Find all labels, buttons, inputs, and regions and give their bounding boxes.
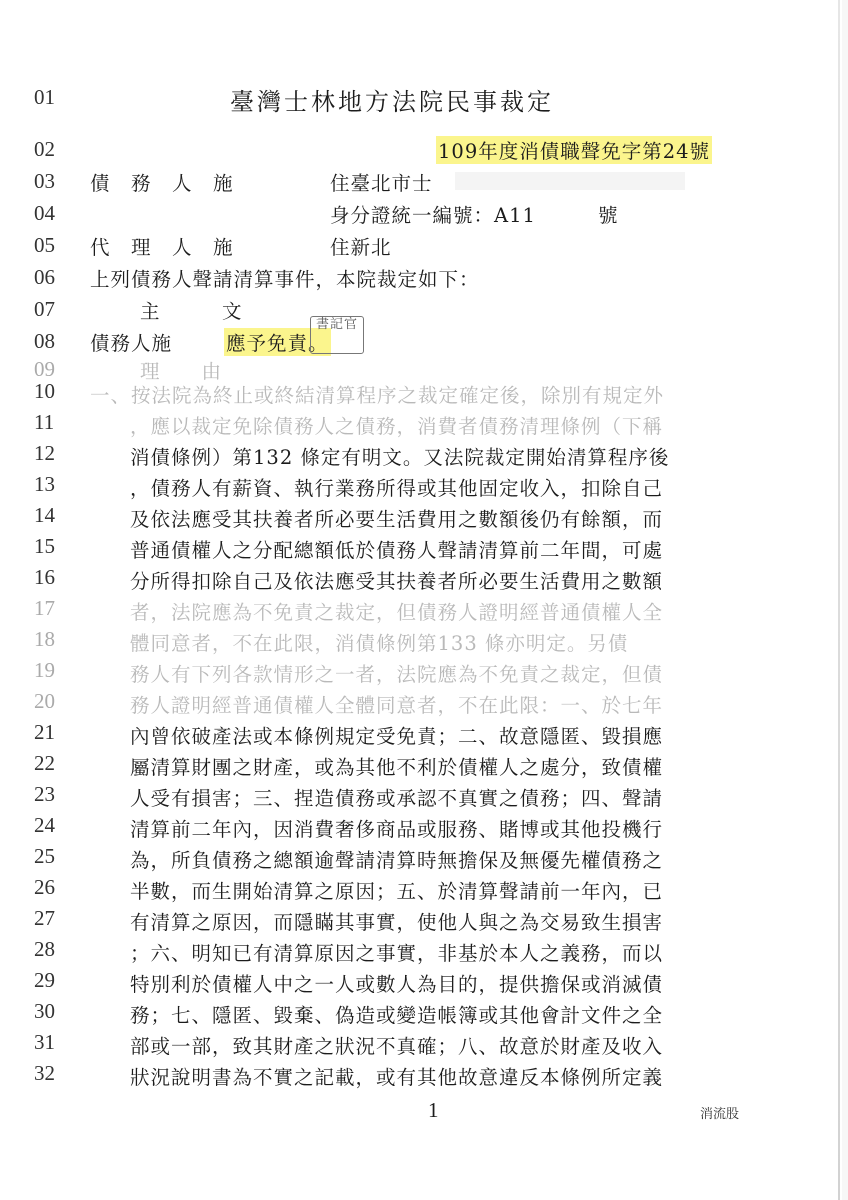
body-line: 普通債權人之分配總額低於債務人聲請清算前二年間，可處 — [130, 539, 664, 562]
body-line: 狀況說明書為不實之記載，或有其他故意違反本條例所定義 — [130, 1066, 664, 1089]
line-14 — [0, 500, 848, 532]
line-number: 08 — [34, 329, 55, 353]
line-number: 17 — [34, 596, 55, 620]
line-number: 14 — [34, 503, 55, 527]
body-line: 有清算之原因，而隱瞞其事實，使他人與之為交易致生損害 — [130, 911, 664, 934]
line-number: 27 — [34, 906, 55, 930]
line-23 — [0, 779, 848, 811]
line-27 — [0, 903, 848, 935]
line-32 — [0, 1058, 848, 1090]
line-number: 30 — [34, 999, 55, 1023]
clerk-stamp — [310, 316, 364, 354]
line-number: 23 — [34, 782, 55, 806]
body-line: 半數，而生開始清算之原因；五、於清算聲請前一年內，已 — [130, 880, 664, 903]
body-line: 一、按法院為終止或終結清算程序之裁定確定後，除別有規定外 — [90, 384, 665, 407]
body-line: 務人證明經普通債權人全體同意者，不在此限：一、於七年 — [130, 694, 664, 717]
id-suffix: 號 — [598, 204, 619, 227]
body-line: ；六、明知已有清算原因之事實，非基於本人之義務，而以 — [130, 942, 664, 965]
line-number: 25 — [34, 844, 55, 868]
document-title: 臺灣士林地方法院民事裁定 — [230, 88, 554, 116]
line-number: 31 — [34, 1030, 55, 1054]
line-19 — [0, 655, 848, 687]
case-number: 109年度消債職聲免字第24號 — [436, 136, 712, 164]
line-number: 19 — [34, 658, 55, 682]
debtor-label: 債 務 人 施 — [90, 172, 234, 195]
line-10 — [0, 376, 848, 408]
debtor-address: 住臺北市士 — [330, 172, 433, 195]
line-30 — [0, 996, 848, 1028]
line-number: 02 — [34, 137, 55, 161]
line-18 — [0, 624, 848, 656]
line-05 — [0, 230, 848, 262]
body-line: ，債務人有薪資、執行業務所得或其他固定收入，扣除自己 — [130, 477, 664, 500]
main-heading: 主 文 — [140, 300, 243, 323]
body-line: 清算前二年內，因消費奢侈商品或服務、賭博或其他投機行 — [130, 818, 664, 841]
body-line: 務人有下列各款情形之一者，法院應為不免責之裁定，但債 — [130, 663, 664, 686]
line-11 — [0, 407, 848, 439]
body-line: 體同意者，不在此限，消債條例第133 條亦明定。另債 — [130, 632, 629, 655]
body-line: 分所得扣除自己及依法應受其扶養者所必要生活費用之數額 — [130, 570, 664, 593]
line-number: 15 — [34, 534, 55, 558]
line-number: 12 — [34, 441, 55, 465]
line-24 — [0, 810, 848, 842]
body-line: 及依法應受其扶養者所必要生活費用之數額後仍有餘額，而 — [130, 508, 664, 531]
line-31 — [0, 1027, 848, 1059]
body-line: 屬清算財團之財產，或為其他不利於債權人之處分，致債權 — [130, 756, 664, 779]
line-02 — [0, 134, 848, 166]
line-26 — [0, 872, 848, 904]
line-16 — [0, 562, 848, 594]
department-label: 消流股 — [700, 1107, 740, 1122]
body-line: ，應以裁定免除債務人之債務，消費者債務清理條例（下稱 — [130, 415, 664, 438]
line-29 — [0, 965, 848, 997]
reason-heading: 理 由 — [140, 360, 223, 383]
line-number: 05 — [34, 233, 55, 257]
line-number: 03 — [34, 169, 55, 193]
line-number: 11 — [34, 410, 55, 434]
line-01 — [0, 82, 848, 114]
line-number: 32 — [34, 1061, 55, 1085]
id-label: 身分證統一編號：A11 — [330, 204, 536, 227]
line-28 — [0, 934, 848, 966]
line-22 — [0, 748, 848, 780]
body-line: 特別利於債權人中之一人或數人為目的，提供擔保或消滅債 — [130, 973, 664, 996]
body-line: 消債條例）第132 條定有明文。又法院裁定開始清算程序後 — [130, 446, 670, 469]
line-17 — [0, 593, 848, 625]
line-number: 01 — [34, 85, 55, 109]
stamp-text: 書記官 — [315, 317, 358, 332]
body-line: 為，所負債務之總額逾聲請清算時無擔保及無優先權債務之 — [130, 849, 664, 872]
line-number: 09 — [34, 357, 55, 381]
line-number: 04 — [34, 201, 55, 225]
line-number: 06 — [34, 265, 55, 289]
line-15 — [0, 531, 848, 563]
line-04 — [0, 198, 848, 230]
line-number: 22 — [34, 751, 55, 775]
body-line: 內曾依破產法或本條例規定受免責；二、故意隱匿、毀損應 — [130, 725, 664, 748]
ruling-text: 應予免責。 — [224, 328, 331, 356]
line-number: 24 — [34, 813, 55, 837]
line-13 — [0, 469, 848, 501]
agent-address: 住新北 — [330, 236, 392, 259]
line-07 — [0, 294, 848, 326]
agent-label: 代 理 人 施 — [90, 236, 234, 259]
body-line: 人受有損害；三、捏造債務或承認不真實之債務；四、聲請 — [130, 787, 664, 810]
line-number: 10 — [34, 379, 55, 403]
ruling-prefix: 債務人施 — [90, 332, 173, 355]
line-number: 18 — [34, 627, 55, 651]
line-number: 16 — [34, 565, 55, 589]
body-line: 者，法院應為不免責之裁定，但債務人證明經普通債權人全 — [130, 601, 664, 624]
line-number: 13 — [34, 472, 55, 496]
line-number: 21 — [34, 720, 55, 744]
line-03 — [0, 166, 848, 198]
line-20 — [0, 686, 848, 718]
body-line: 部或一部，致其財產之狀況不真確；八、故意於財產及收入 — [130, 1035, 664, 1058]
line-number: 29 — [34, 968, 55, 992]
line-21 — [0, 717, 848, 749]
page-number: 1 — [428, 1098, 439, 1122]
line-06 — [0, 262, 848, 294]
line-number: 26 — [34, 875, 55, 899]
line-number: 07 — [34, 297, 55, 321]
line-number: 28 — [34, 937, 55, 961]
line-number: 20 — [34, 689, 55, 713]
intro-text: 上列債務人聲請清算事件，本院裁定如下： — [90, 268, 480, 291]
line-25 — [0, 841, 848, 873]
body-line: 務；七、隱匿、毀棄、偽造或變造帳簿或其他會計文件之全 — [130, 1004, 664, 1027]
redaction — [455, 172, 685, 190]
line-12 — [0, 438, 848, 470]
